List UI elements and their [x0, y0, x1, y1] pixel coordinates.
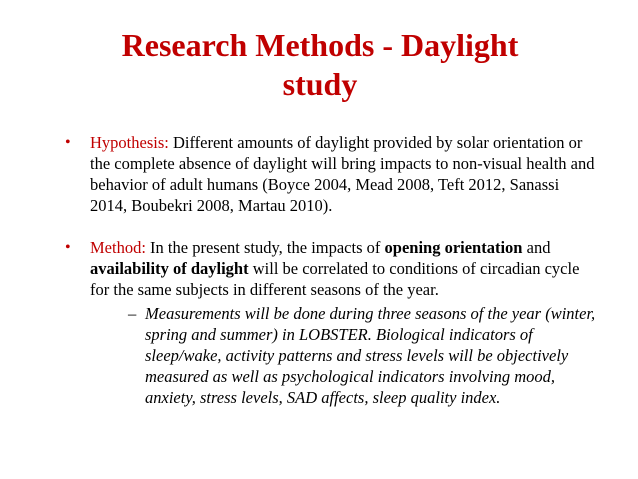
bullet-method [60, 237, 600, 408]
method-bold-opening-orientation: opening orientation [384, 238, 523, 257]
hypothesis-label: Hypothesis: [90, 133, 169, 152]
bullet-hypothesis-text [90, 132, 600, 216]
method-bold-availability: availability of daylight [90, 259, 249, 278]
sub-bullet-measurements [90, 303, 600, 408]
method-body-a: In the present study, the impacts of [145, 238, 385, 257]
bullet-hypothesis [60, 132, 600, 216]
slide-body [60, 132, 600, 429]
method-body-c: will be correlated to conditions of circadian cycle for the same subjects in different seasons of the year. [90, 259, 580, 299]
method-label: Method: [90, 238, 146, 257]
method-body-b: and [522, 238, 551, 257]
slide-title-line-2: study [282, 66, 358, 102]
bullet-marker: • [65, 239, 71, 256]
hypothesis-body: Different amounts of daylight provided by solar orientation or the complete absence of daylight will bring impacts to non-visual health and behavior of adult humans (Boyce 2004, Mead 2008, Teft 2012, Sanassi 2014, Boubekri 2008, Martau 2010). [90, 133, 595, 215]
sub-bullet-text: Measurements will be done during three seasons of the year (winter, spring and summer) in LOBSTER. Biological indicators of sleep/wake, activity patterns and stress levels will be objectively measured as well as psychological indicators involving mood, anxiety, stress levels, SAD affects, sleep quality index. [145, 304, 596, 407]
bullet-method-text [90, 237, 600, 300]
sub-bullet-marker: – [128, 304, 137, 323]
bullet-marker: • [65, 134, 71, 151]
slide-title [70, 26, 570, 104]
slide-title-line-1: Research Methods - Daylight [121, 27, 519, 63]
